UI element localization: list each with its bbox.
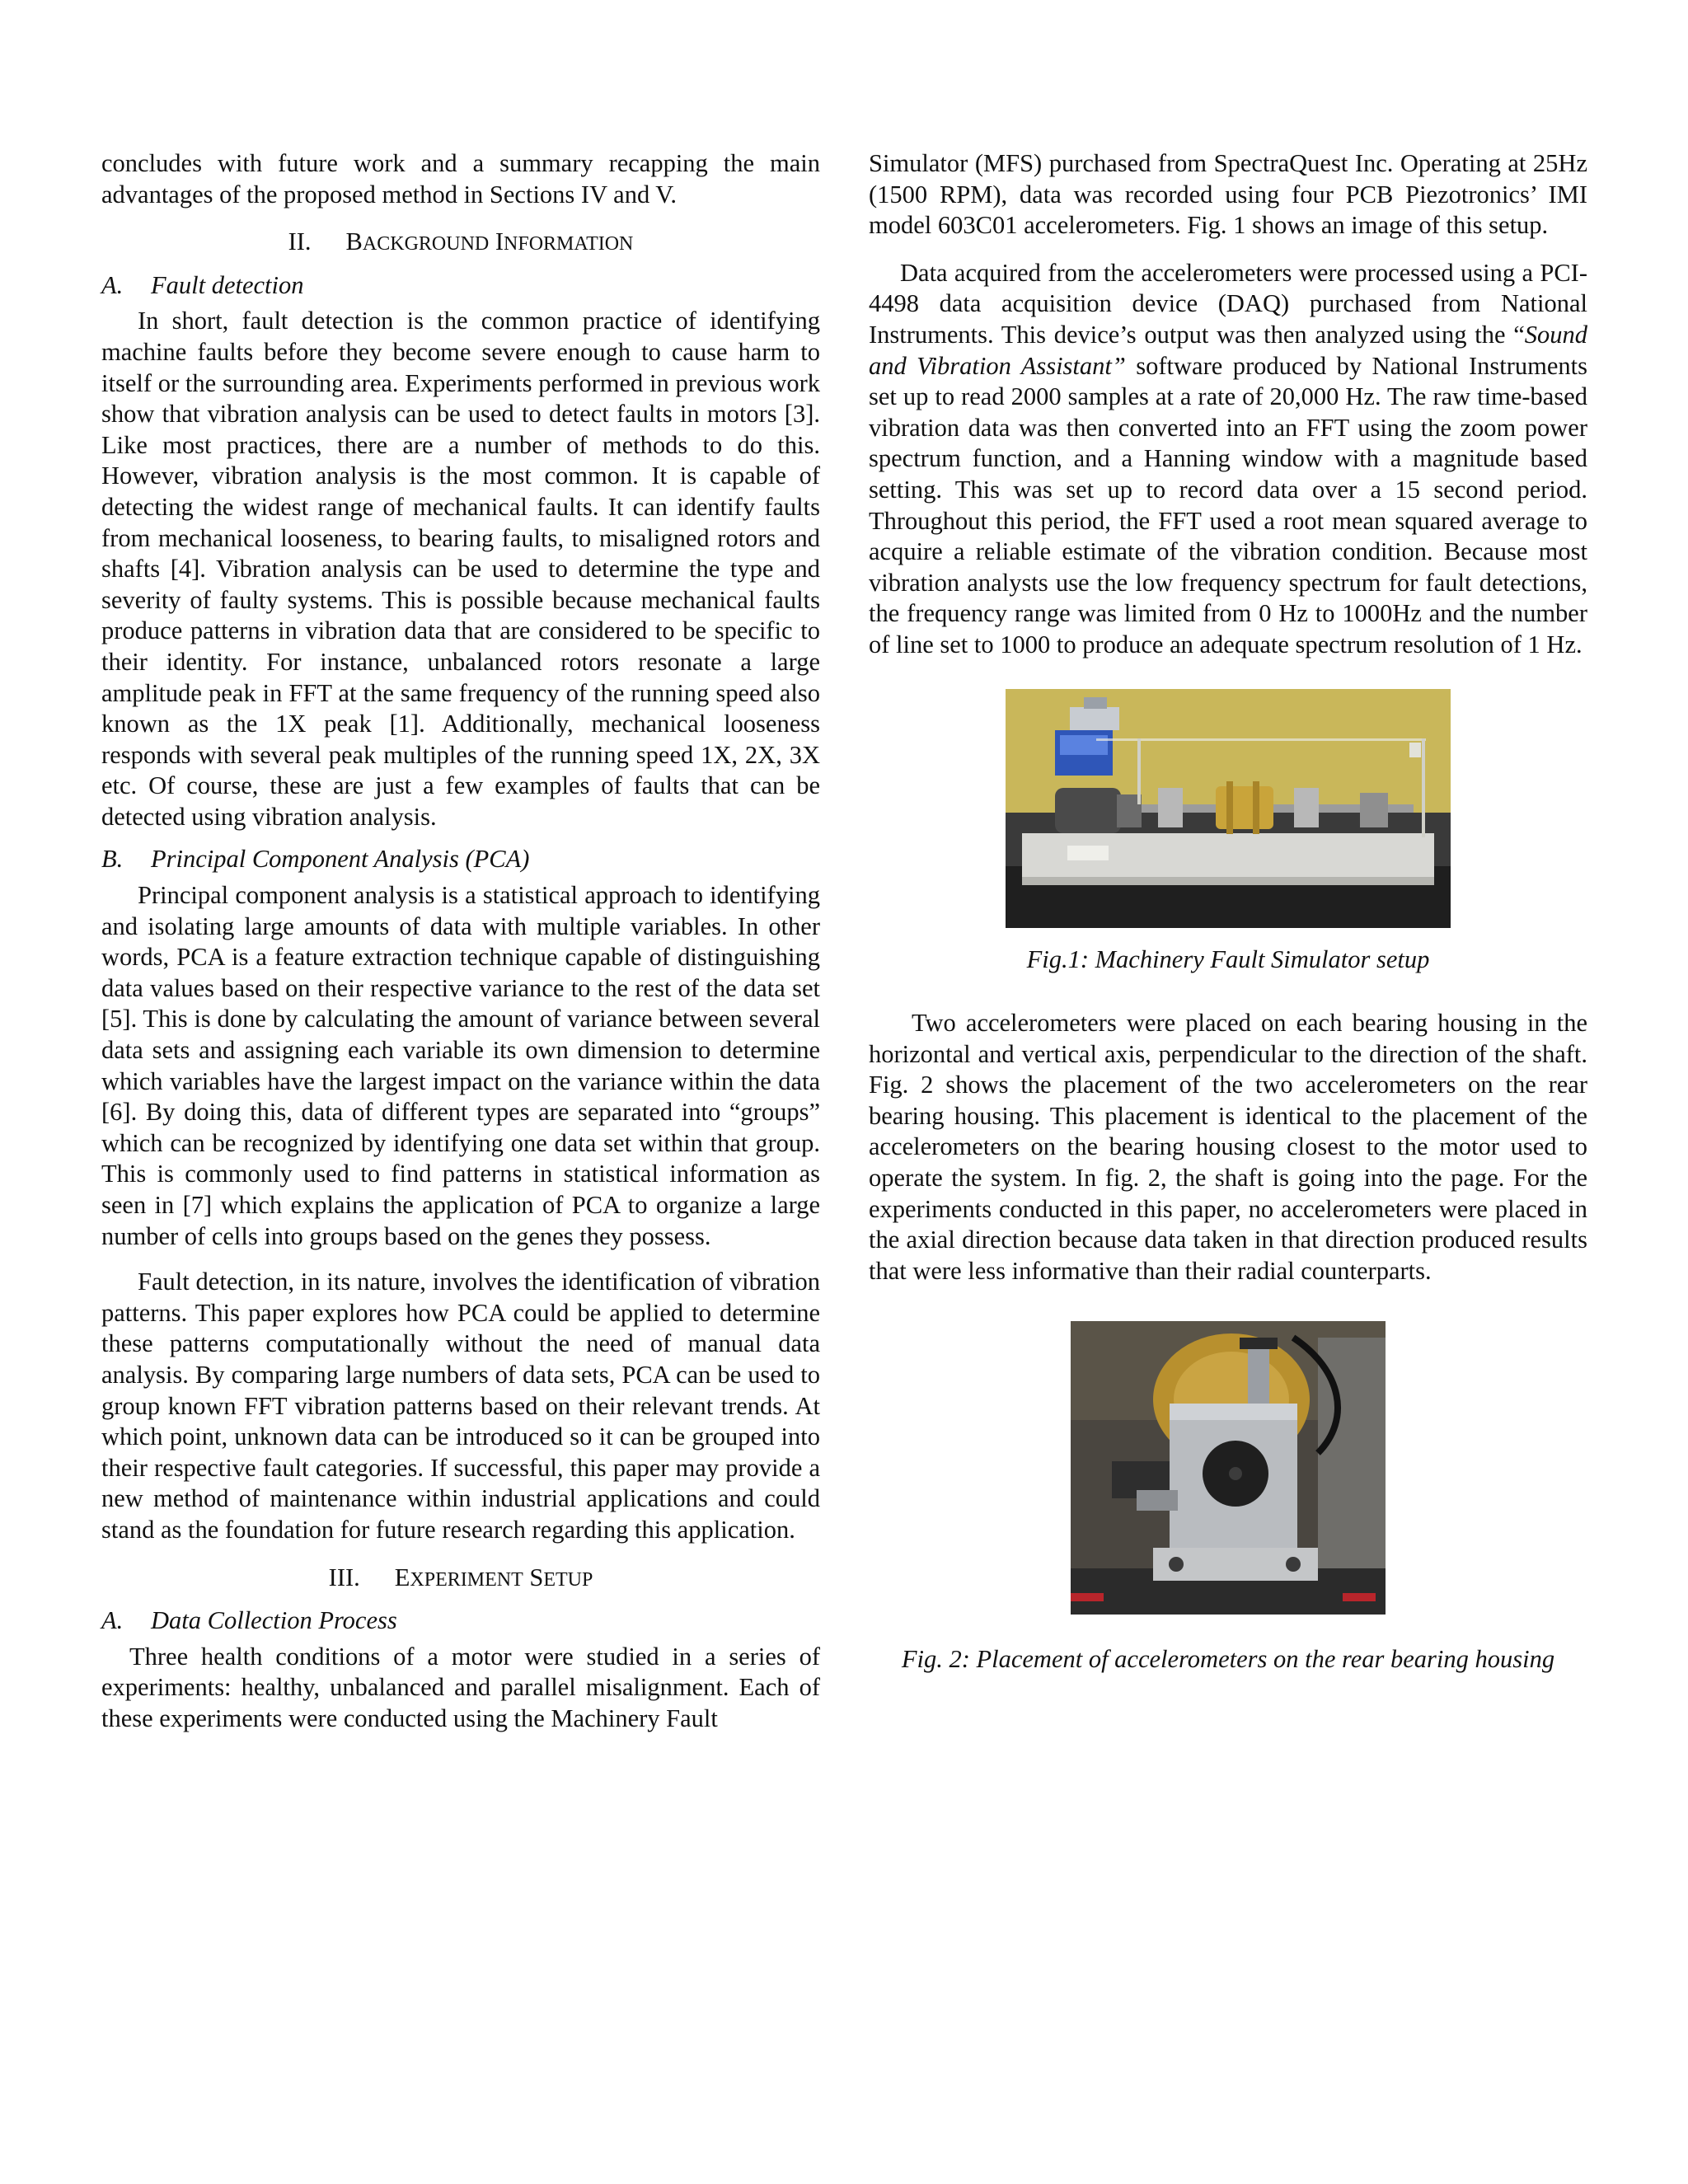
simulator-paragraph: Simulator (MFS) purchased from SpectraQuest Inc. Operating at 25Hz (1500 RPM), data was recorded using four PCB Piezotronics’ IMI model 603C01 accelerometers. Fig. 1 shows an image of this setup. bbox=[869, 149, 1587, 240]
pca-paragraph-2: Fault detection, in its nature, involves the identification of vibration patterns. This paper explores how PCA could be applied to determine these patterns computationally without the need of manual data analysis. By comparing large numbers of data sets, PCA can be used to group known FFT vibration patterns based on their relevant trends. At which point, unknown data can be introduced so it can be grouped into their respective fault categories. If successful, this paper may provide a new method of maintenance within industrial applications and could stand as the foundation for future research regarding this application. bbox=[101, 1268, 820, 1544]
section-heading-background: II. BACKGROUND INFORMATION bbox=[288, 227, 634, 256]
bearing-housing-photo bbox=[1071, 1321, 1386, 1615]
figure-2 bbox=[869, 1321, 1587, 1675]
pca-paragraph-1: Principal component analysis is a statistical approach to identifying and isolating large amounts of data with multiple variables. In other words, PCA is a feature extraction technique capable of distinguishing data values based on their respective variance to the rest of the data set [5]. This is done by calculating the amount of variance between several data sets and assigning each variable its own dimension to determine which variables have the largest impact on the variance within the data [6]. By doing this, data of different types are separated into “groups” which can be recognized by identifying one data set within that group. This is commonly used to find patterns in statistical information as seen in [7] which explains the application of PCA to organize a large number of cells into groups based on the genes they possess. bbox=[101, 881, 820, 1250]
section-heading-experiment-setup: III. EXPERIMENT SETUP bbox=[328, 1563, 593, 1591]
fault-detection-paragraph: In short, fault detection is the common practice of identifying machine faults before they become severe enough to cause harm to itself or the surrounding area. Experiments performed in previous work show that vibration analysis can be used to detect faults in motors [3]. Like most practices, there are a number of methods to do this. However, vibration analysis is the most common. It is capable of detecting the widest range of mechanical faults. It can identify faults from mechanical looseness, to bearing faults, to misaligned rotors and shafts [4]. Vibration analysis can be used to determine the type and severity of faulty systems. This is possible because mechanical faults produce patterns in vibration data that are considered to be specific to their identity. For instance, unbalanced rotors resonate a large amplitude peak in FFT at the same frequency of the running speed also known as the 1X peak [1]. Additionally, mechanical looseness responds with several peak multiples of the running speed 1X, 2X, 3X etc. Of course, these are just a few examples of faults that can be detected using vibration analysis. bbox=[101, 307, 820, 831]
machinery-fault-simulator-image bbox=[1006, 689, 1451, 928]
machinery-fault-simulator-photo bbox=[1006, 689, 1451, 928]
subsection-heading-data-collection: A. Data Collection Process bbox=[101, 1606, 397, 1635]
left-column bbox=[101, 148, 820, 1735]
right-column bbox=[869, 148, 1587, 1675]
bearing-housing-image bbox=[1071, 1321, 1386, 1615]
subsection-heading-fault-detection: A. Fault detection bbox=[101, 270, 304, 299]
section-number: III. bbox=[328, 1563, 360, 1591]
accelerometer-paragraph: Two accelerometers were placed on each bearing housing in the horizontal and vertical axis, perpendicular to the direction of the shaft. Fig. 2 shows the placement of the two accelerometers on the rear bearing housing. This placement is identical to the placement of the accelerometers on the bearing housing closest to the motor used to operate the system. In fig. 2, the shaft is going into the page. For the experiments conducted in this paper, no accelerometers were placed in the axial direction because data taken in that direction produced results that were less informative than their radial counterparts. bbox=[869, 1009, 1587, 1285]
daq-paragraph: Data acquired from the accelerometers were processed using a PCI-4498 data acquisition device (DAQ) purchased from National Instruments. This device’s output was then analyzed using the “Sound and Vibration Assistant” software produced by National Instruments set up to read 2000 samples at a rate of 20,000 Hz. The raw time-based vibration data was then converted into an FFT using the zoom power spectrum function, and a Hanning window with a magnitude based setting. This was set up to record data over a 15 second period. Throughout this period, the FFT used a root mean squared average to acquire a reliable estimate of the vibration condition. Because most vibration analysts use the low frequency spectrum for fault detections, the frequency range was limited from 0 Hz to 1000Hz and the number of line set to 1000 to produce an adequate spectrum resolution of 1 Hz. bbox=[869, 258, 1587, 658]
data-collection-paragraph: Three health conditions of a motor were studied in a series of experiments: healthy, unbalanced and parallel misalignment. Each of these experiments were conducted using the Machinery Fault bbox=[101, 1642, 820, 1732]
figure-1-caption: Fig.1: Machinery Fault Simulator setup bbox=[1026, 944, 1430, 973]
subsection-heading-pca: B. Principal Component Analysis (PCA) bbox=[101, 845, 530, 874]
figure-2-caption: Fig. 2: Placement of accelerometers on the rear bearing housing bbox=[901, 1645, 1555, 1674]
intro-paragraph: concludes with future work and a summary recapping the main advantages of the proposed method in Sections IV and V. bbox=[101, 149, 820, 209]
section-number: II. bbox=[288, 227, 312, 256]
figure-1 bbox=[869, 689, 1587, 976]
